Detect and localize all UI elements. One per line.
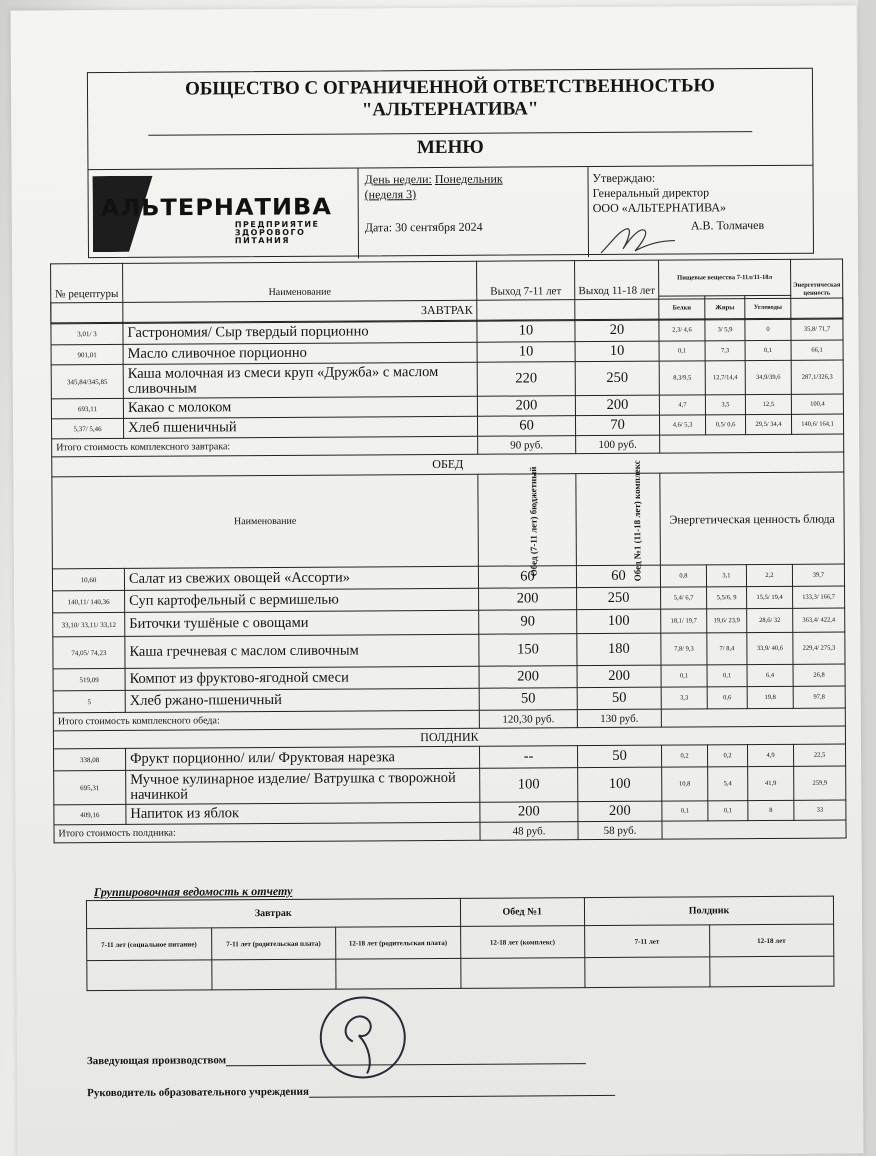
approve-position: Генеральный директор: [592, 185, 710, 201]
director-name: А.В. Толмачев: [690, 217, 765, 233]
dish-name: Салат из свежих овощей «Ассорти»: [124, 566, 478, 590]
total-7-11: 120,30 руб.: [479, 710, 577, 729]
menu-title: МЕНЮ: [416, 136, 484, 159]
section-title: ОБЕД: [52, 452, 844, 477]
table-row: [54, 766, 846, 805]
protein-value: 0,1: [659, 341, 705, 361]
energy-value: 33: [794, 800, 846, 820]
recipe-number: 3,01/ 3: [51, 322, 123, 344]
carbs-value: 34,9/39,6: [745, 360, 791, 394]
day-label: День недели:: [364, 172, 432, 187]
empty-cell: [661, 708, 845, 727]
output-7-11: --: [480, 746, 578, 769]
output-11-18: 70: [575, 415, 659, 436]
header-recipe-no: № рецептуры: [51, 263, 123, 323]
carbs-value: 12,5: [745, 394, 791, 414]
total-label: Итого стоимость комплексного обеда:: [53, 710, 479, 731]
table-header-row: [51, 259, 843, 300]
energy-value: 39,7: [792, 564, 844, 586]
carbs-value: 6,4: [747, 664, 793, 686]
dish-name: Биточки тушёные с овощами: [125, 610, 479, 636]
fat-value: 7,3: [705, 341, 745, 361]
table-row: [51, 360, 843, 399]
week-value: (неделя 3): [364, 187, 417, 202]
logo-sub-2: ЗДОРОВОГО: [234, 227, 306, 238]
fat-value: 0,6: [707, 687, 747, 709]
dish-name: Хлеб пшеничный: [123, 416, 477, 438]
energy-value: 229,4/ 275,3: [793, 632, 845, 664]
protein-value: 3,3: [661, 687, 707, 709]
header-fat: Жиры: [705, 296, 745, 320]
total-7-11: 48 руб.: [480, 822, 578, 841]
date-label: Дата:: [364, 220, 393, 235]
group-col-2: 7-11 лет (родительская плата): [211, 927, 336, 960]
fat-value: 7/ 8,4: [707, 633, 747, 665]
recipe-number: 5,37/ 5,46: [51, 418, 123, 438]
protein-value: 7,8/ 9,3: [661, 633, 707, 665]
protein-value: 0,1: [662, 801, 708, 821]
group-col-4: 12-18 лет (комплекс): [460, 926, 585, 959]
total-7-11: 90 руб.: [478, 436, 576, 455]
carbs-value: 2,2: [746, 564, 792, 586]
dish-name: Какао с молоком: [123, 396, 477, 418]
lunch-header-row: [52, 472, 845, 569]
fat-value: 19,6/ 23,9: [707, 609, 747, 633]
empty-cell: [660, 434, 844, 453]
dish-name: Суп картофельный с вермишелью: [125, 588, 479, 612]
dish-name: Каша молочная из смеси круп «Дружба» с маслом сливочным: [123, 362, 477, 398]
output-11-18: 100: [577, 609, 661, 634]
recipe-number: 695,31: [54, 770, 126, 804]
lunch-header-name: Наименование: [52, 474, 479, 569]
energy-value: 100,4: [791, 394, 843, 414]
energy-value: 287,1/326,3: [791, 360, 843, 394]
org-line-1: ОБЩЕСТВО С ОГРАНИЧЕННОЙ ОТВЕТСТВЕННОСТЬЮ: [184, 75, 715, 100]
energy-value: 22,5: [793, 744, 845, 766]
total-11-18: 100 руб.: [576, 435, 660, 454]
lunch-header-col-1: [478, 466, 577, 576]
group-col-3: 12-18 лет (родительская плата): [336, 926, 461, 959]
output-11-18: 50: [578, 745, 662, 768]
dish-name: Гастрономия/ Сыр твердый порционно: [123, 320, 477, 344]
logo-sub-3: ПИТАНИЯ: [234, 235, 291, 246]
date-value: 30 сентября 2024: [395, 219, 483, 235]
lunch-header-col-text: Обед №1 (11-18 лет) комплекс: [631, 459, 643, 581]
header-info-row: [88, 165, 813, 259]
recipe-number: 901,01: [51, 344, 123, 364]
dish-name: Хлеб ржано-пшеничный: [125, 688, 479, 712]
head-signature-label: Руководитель образовательного учреждения: [87, 1085, 309, 1100]
protein-value: 18,1/ 19,7: [661, 609, 707, 633]
header-energy: Энергетическая ценность: [791, 259, 843, 319]
section-title: ПОЛДНИК: [53, 726, 845, 749]
fat-value: 0,1: [707, 665, 747, 687]
output-11-18: 200: [577, 665, 661, 688]
group-cell: [709, 956, 834, 987]
menu-body-table: [50, 298, 846, 844]
carbs-value: 33,9/ 40,6: [747, 632, 793, 664]
recipe-number: 345,84/345,85: [51, 364, 123, 398]
group-report-table: [86, 896, 835, 992]
output-7-11: 60: [477, 416, 575, 437]
output-11-18: 200: [578, 801, 662, 822]
group-col-5: 7-11 лет: [585, 925, 710, 958]
group-col-1: 7-11 лет (социальное питание): [87, 928, 212, 961]
output-7-11: 50: [479, 688, 577, 711]
output-7-11: 60: [478, 566, 576, 589]
fat-value: 12,7/14,4: [705, 361, 745, 395]
carbs-value: 19,8: [747, 686, 793, 708]
protein-value: 5,4/ 6,7: [661, 587, 707, 609]
energy-value: 26,8: [793, 664, 845, 686]
group-cell: [211, 959, 336, 990]
production-signature-label: Заведующая производством: [86, 1054, 227, 1068]
protein-value: 0,2: [662, 745, 708, 767]
logo: [88, 168, 359, 260]
org-line-2: "АЛЬТЕРНАТИВА": [361, 98, 539, 121]
signature-line: [226, 1052, 586, 1066]
output-11-18: 200: [575, 395, 659, 416]
group-cell: [460, 958, 585, 989]
output-11-18: 250: [577, 587, 661, 610]
energy-value: 97,8: [793, 686, 845, 708]
recipe-number: 10,60: [52, 568, 124, 590]
approve-label: Утверждаю:: [592, 170, 656, 186]
protein-value: 0,1: [661, 665, 707, 687]
recipe-number: 33,10/ 33,11/ 33,12: [53, 612, 125, 636]
energy-value: 133,3/ 166,7: [793, 586, 845, 608]
carbs-value: 29,5/ 34,4: [745, 414, 791, 434]
document-header: [87, 68, 814, 258]
header-nutrients: Пищевые вещества 7-11л/11-18л: [659, 259, 791, 296]
output-11-18: 250: [575, 361, 659, 396]
protein-value: 2,3/ 4,6: [659, 319, 705, 341]
section-title: ЗАВТРАК: [51, 298, 843, 323]
fat-value: 0,2: [707, 745, 747, 767]
energy-value: 66,1: [791, 340, 843, 360]
fat-value: 0,5/ 0,6: [705, 415, 745, 435]
recipe-number: 409,16: [54, 804, 126, 824]
table-row: [53, 632, 845, 669]
group-breakfast: Завтрак: [86, 898, 460, 928]
fat-value: 3/ 5,9: [705, 319, 745, 341]
output-11-18: 60: [576, 565, 660, 588]
approval-info: [588, 166, 815, 257]
recipe-number: 74,05/ 74,23: [53, 636, 125, 668]
output-7-11: 200: [480, 802, 578, 823]
protein-value: 10,8: [662, 767, 708, 801]
logo-sub-1: ПРЕДПРИЯТИЕ: [234, 219, 320, 230]
output-7-11: 10: [477, 320, 575, 343]
header-carbs: Углеводы: [745, 295, 791, 319]
output-7-11: 10: [477, 342, 575, 363]
empty-cell: [662, 820, 846, 839]
header-protein: Белки: [659, 296, 705, 320]
header-output-7-11: Выход 7-11 лет: [477, 261, 575, 322]
approve-org: ООО «АЛЬТЕРНАТИВА»: [592, 200, 727, 216]
output-7-11: 220: [477, 362, 575, 397]
fat-value: 3,5: [705, 395, 745, 415]
group-lunch: Обед №1: [460, 898, 585, 927]
production-signature-icon: [307, 993, 418, 1094]
header-name: Наименование: [123, 261, 477, 323]
day-info: [358, 167, 589, 258]
output-7-11: 90: [479, 610, 577, 635]
director-signature-icon: [597, 223, 677, 257]
organization-name: [88, 75, 812, 123]
output-7-11: 150: [479, 634, 577, 667]
energy-value: 259,9: [794, 766, 846, 800]
output-11-18: 180: [577, 633, 661, 666]
group-report-title: Группировочная ведомость к отчету: [93, 883, 293, 900]
output-7-11: 200: [479, 666, 577, 689]
protein-value: 0,8: [660, 565, 706, 587]
fat-value: 3,1: [706, 565, 746, 587]
recipe-number: 338,08: [54, 748, 126, 770]
output-11-18: 100: [578, 767, 662, 802]
recipe-number: 5: [53, 690, 125, 712]
menu-document: [11, 5, 864, 1156]
logo-subtitle: [235, 221, 345, 246]
dish-name: Каша гречневая с маслом сливочным: [125, 634, 479, 668]
fat-value: 5,4: [708, 767, 748, 801]
total-row: [54, 820, 846, 843]
carbs-value: 4,9: [747, 744, 793, 766]
carbs-value: 0,1: [745, 340, 791, 360]
recipe-number: 519,09: [53, 668, 125, 690]
fat-value: 5,5/6, 9: [707, 587, 747, 609]
output-11-18: 10: [575, 341, 659, 362]
output-7-11: 200: [479, 588, 577, 611]
dish-name: Фрукт порционно/ или/ Фруктовая нарезка: [126, 746, 480, 770]
protein-value: 8,3/9,5: [659, 361, 705, 395]
output-11-18: 20: [575, 319, 659, 342]
energy-value: 35,8/ 71,7: [791, 318, 843, 340]
carbs-value: 0: [745, 318, 791, 340]
dish-name: Масло сливочное порционно: [123, 342, 477, 364]
energy-value: 363,4/ 422,4: [793, 608, 845, 632]
group-col-6: 12-18 лет: [709, 924, 834, 957]
group-snack: Полдник: [584, 896, 833, 926]
carbs-value: 8: [748, 800, 794, 820]
dish-name: Напиток из яблок: [126, 802, 480, 824]
total-label: Итого стоимость комплексного завтрака:: [52, 436, 478, 457]
lunch-header-energy: Энергетическая ценность блюда: [660, 472, 845, 565]
group-cell: [336, 958, 461, 989]
total-11-18: 130 руб.: [577, 709, 661, 728]
output-7-11: 100: [480, 768, 578, 803]
dish-name: Мучное кулинарное изделие/ Ватрушка с творожной начинкой: [126, 768, 480, 804]
fat-value: 0,1: [708, 801, 748, 821]
signature-line: [309, 1084, 615, 1098]
group-cell: [585, 957, 710, 988]
group-cell: [87, 960, 212, 991]
protein-value: 4,6/ 5,3: [659, 415, 705, 435]
energy-value: 140,6/ 164,1: [791, 414, 843, 434]
total-11-18: 58 руб.: [578, 821, 662, 840]
carbs-value: 15,5/ 19,4: [747, 586, 793, 608]
total-label: Итого стоимость полдника:: [54, 822, 480, 843]
protein-value: 4,7: [659, 395, 705, 415]
carbs-value: 28,6/ 32: [747, 608, 793, 632]
header-output-11-18: Выход 11-18 лет: [575, 260, 659, 321]
recipe-number: 140,11/ 140,36: [53, 590, 125, 612]
output-11-18: 50: [577, 687, 661, 710]
lunch-header-col-text: Обед (7-11 лет) бюджетный: [528, 466, 539, 576]
recipe-number: 693,11: [51, 398, 123, 418]
output-7-11: 200: [477, 396, 575, 417]
carbs-value: 41,9: [748, 766, 794, 800]
dish-name: Компот из фруктово-ягодной смеси: [125, 666, 479, 690]
logo-text: АЛЬТЕРНАТИВА: [100, 193, 332, 222]
day-value: Понедельник: [434, 171, 503, 187]
